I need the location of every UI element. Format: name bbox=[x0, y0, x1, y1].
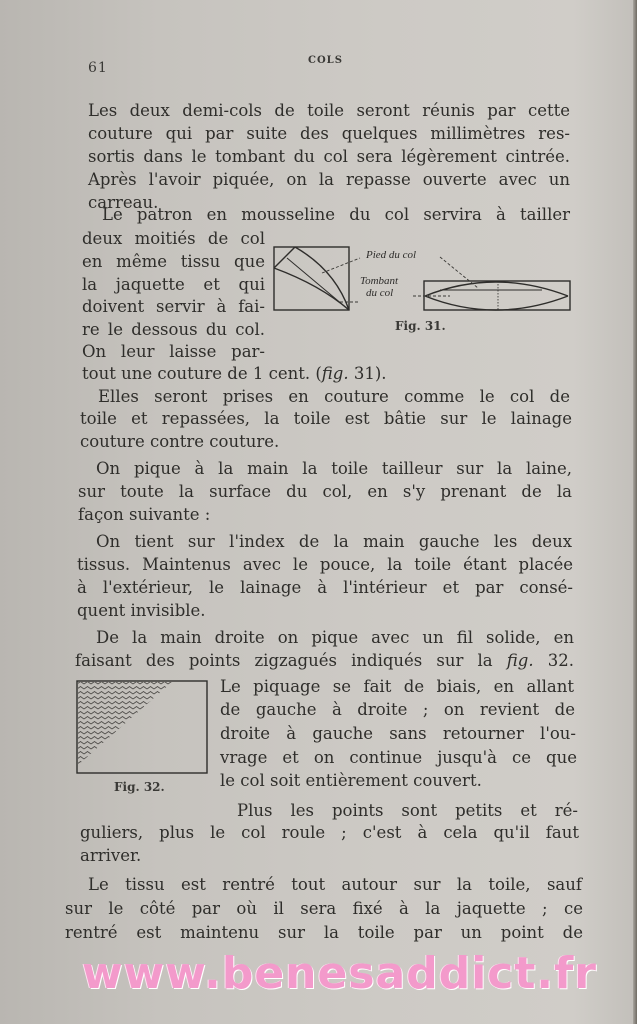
text-line: de gauche à droite ; on revient de bbox=[220, 700, 575, 719]
figure-31-caption: Fig. 31. bbox=[395, 319, 446, 333]
page-number: 61 bbox=[88, 60, 108, 76]
text-line: Le piquage se fait de biais, en allant bbox=[220, 677, 574, 696]
text-line: Après l'avoir piquée, on la repasse ouverte avec un bbox=[88, 170, 570, 189]
text-line: Les deux demi-cols de toile seront réunis par cette bbox=[88, 101, 570, 120]
text-line: couture contre couture. bbox=[80, 432, 280, 451]
text-line: guliers, plus le col roule ; c'est à cela qu'il faut bbox=[80, 823, 579, 842]
text-line: droite à gauche sans retourner l'ou- bbox=[220, 724, 576, 743]
text-line: à l'extérieur, le lainage à l'intérieur et par consé- bbox=[77, 578, 573, 597]
text-line: Le tissu est rentré tout autour sur la toile, sauf bbox=[88, 875, 582, 894]
label-du-col: du col bbox=[366, 287, 394, 299]
watermark: www.benesaddict.fr bbox=[82, 948, 597, 999]
text-line: vrage et on continue jusqu'à ce que bbox=[220, 748, 577, 767]
zigzag-stitch-area bbox=[78, 682, 206, 773]
text-line: Le patron en mousseline du col servira à tailler bbox=[102, 205, 570, 224]
text-line: arriver. bbox=[80, 846, 142, 865]
text-line: la jaquette et qui bbox=[82, 275, 265, 294]
text-line: On tient sur l'index de la main gauche les deux bbox=[96, 532, 572, 551]
text-line: couture qui par suite des quelques millimètres res- bbox=[88, 124, 570, 143]
text-line: tissus. Maintenus avec le pouce, la toile étant placée bbox=[77, 555, 573, 574]
text-line: le col soit entièrement couvert. bbox=[220, 771, 482, 790]
text-line: Plus les points sont petits et ré- bbox=[237, 801, 578, 820]
text-line: sortis dans le tombant du col sera légèrement cintrée. bbox=[88, 147, 570, 166]
text-line: en même tissu que bbox=[82, 252, 265, 271]
text-span: tout une couture de 1 cent. ( bbox=[82, 364, 322, 383]
label-pied-du-col: Pied du col bbox=[366, 249, 417, 261]
text-line: rentré est maintenu sur la toile par un point de bbox=[65, 923, 583, 942]
figure-32-caption: Fig. 32. bbox=[114, 780, 165, 794]
label-tombant: Tombant bbox=[360, 275, 399, 287]
fig-reference: fig. bbox=[321, 364, 349, 383]
text-span: 31). bbox=[348, 364, 387, 383]
text-span: faisant des points zigzagués indiqués sur la bbox=[75, 651, 507, 670]
text-line: carreau. bbox=[88, 193, 159, 212]
text-line: sur toute la surface du col, en s'y prenant de la bbox=[78, 482, 572, 501]
text-line: re le dessous du col. bbox=[82, 320, 265, 339]
text-span: 32. bbox=[533, 651, 574, 670]
text-line: doivent servir à fai- bbox=[82, 297, 265, 316]
text-line: sur le côté par où il sera fixé à la jaquette ; ce bbox=[65, 899, 583, 918]
text-line: toile et repassées, la toile est bâtie sur le lainage bbox=[80, 409, 572, 428]
text-line: On leur laisse par- bbox=[82, 342, 265, 361]
text-line: deux moitiés de col bbox=[82, 229, 265, 248]
text-line: quent invisible. bbox=[77, 601, 206, 620]
fig-reference: fig. bbox=[506, 651, 534, 670]
running-head: COLS bbox=[308, 55, 343, 66]
text-line: De la main droite on pique avec un fil solide, en bbox=[96, 628, 574, 647]
text-line: façon suivante : bbox=[78, 505, 211, 524]
text-line: Elles seront prises en couture comme le col de bbox=[98, 387, 570, 406]
text-line: On pique à la main la toile tailleur sur la laine, bbox=[96, 459, 572, 478]
